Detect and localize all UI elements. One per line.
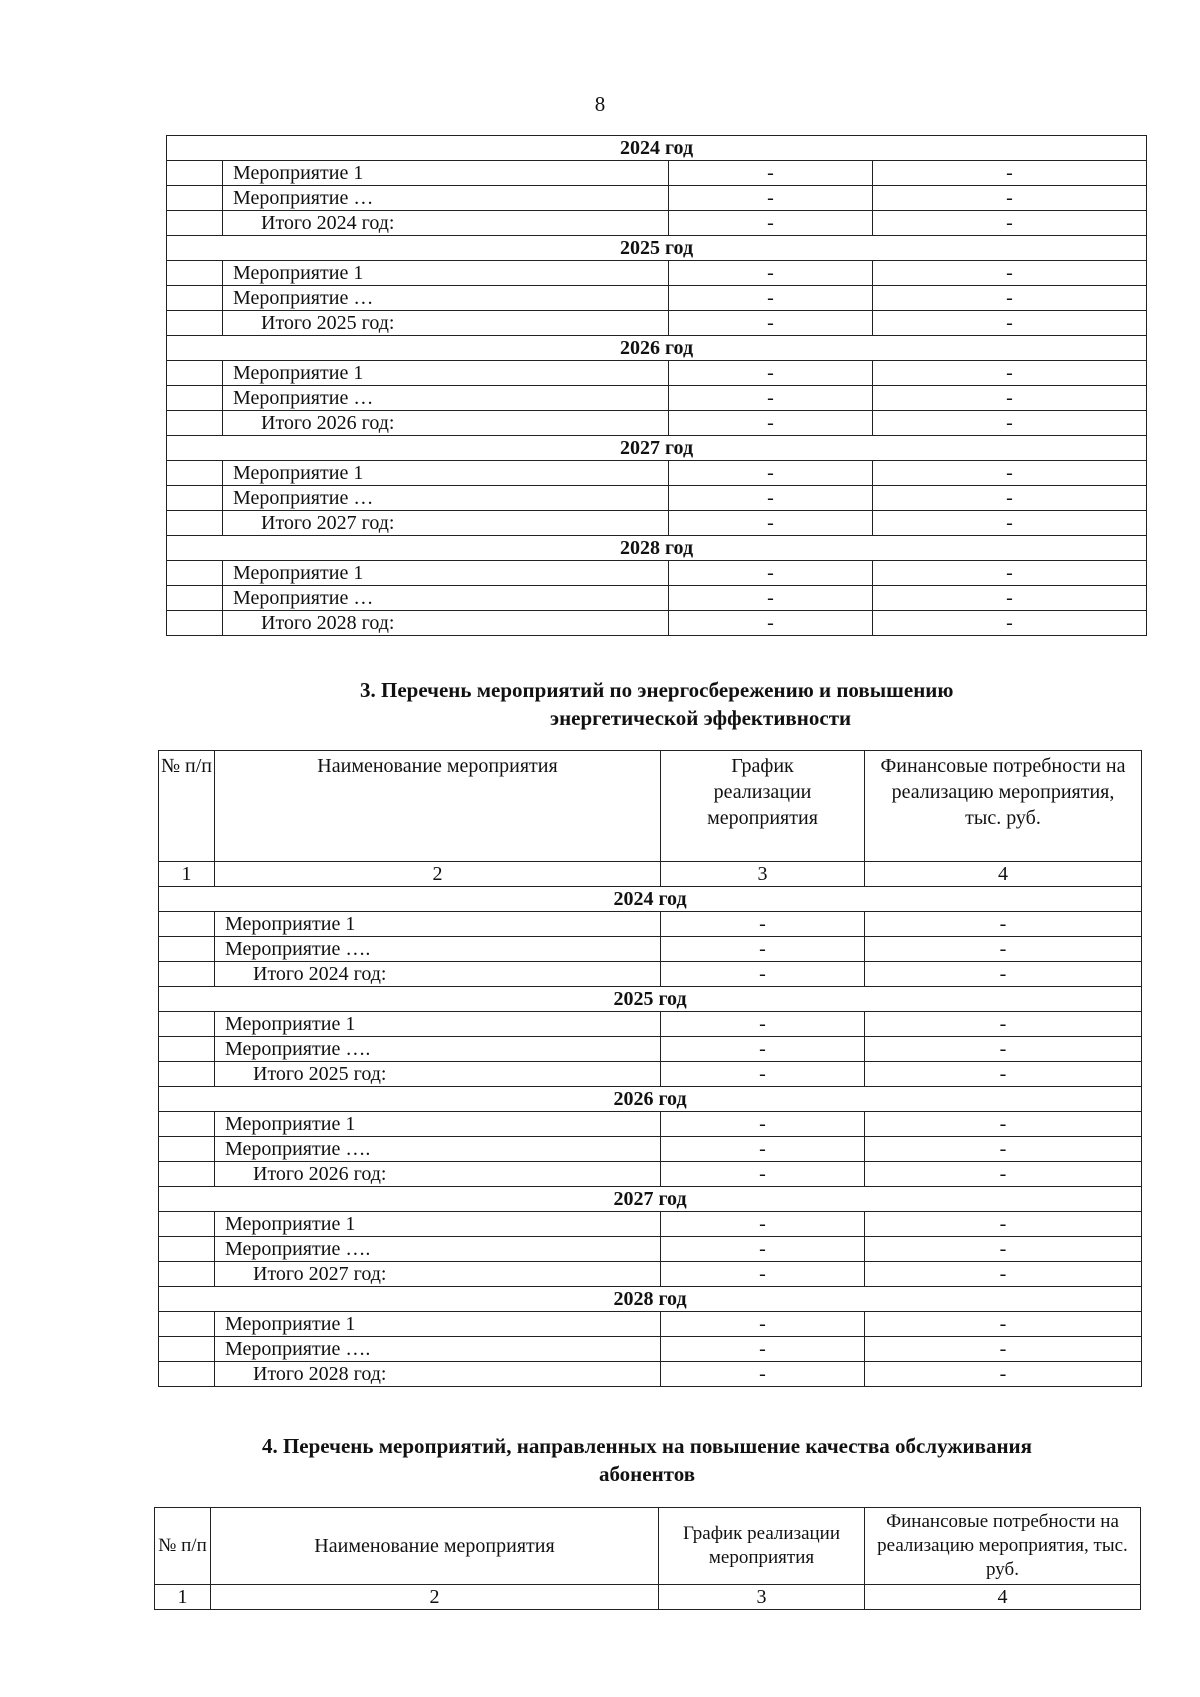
numbering-cell: 1 <box>159 862 215 887</box>
schedule-cell: - <box>669 186 873 211</box>
schedule-cell: - <box>669 511 873 536</box>
schedule-cell: - <box>669 211 873 236</box>
measure-name: Мероприятие 1 <box>215 1212 661 1237</box>
year-row <box>167 536 1147 561</box>
year-row <box>167 236 1147 261</box>
measure-name: Мероприятие 1 <box>223 161 669 186</box>
number-cell <box>159 962 215 987</box>
section-3-title-line-1: 3. Перечень мероприятий по энергосбережению и повышению <box>360 678 954 702</box>
financial-cell: - <box>865 1237 1142 1262</box>
total-label: Итого 2028 год: <box>223 611 669 636</box>
measure-name: Мероприятие … <box>223 486 669 511</box>
measure-name: Мероприятие … <box>223 586 669 611</box>
schedule-cell: - <box>661 962 865 987</box>
numbering-cell: 4 <box>865 1585 1141 1610</box>
financial-cell: - <box>873 411 1147 436</box>
measure-name: Мероприятие 1 <box>215 1112 661 1137</box>
year-row <box>167 336 1147 361</box>
total-row <box>159 1362 1142 1387</box>
schedule-cell: - <box>661 1237 865 1262</box>
number-cell <box>159 1137 215 1162</box>
financial-cell: - <box>873 586 1147 611</box>
total-row <box>167 511 1147 536</box>
total-row <box>159 1262 1142 1287</box>
number-cell <box>159 1037 215 1062</box>
page-number: 8 <box>594 92 606 116</box>
measure-name: Мероприятие …. <box>215 1037 661 1062</box>
measure-name: Мероприятие 1 <box>223 261 669 286</box>
year-row <box>167 436 1147 461</box>
number-cell <box>159 1212 215 1237</box>
financial-cell: - <box>873 386 1147 411</box>
measure-name: Мероприятие …. <box>215 1237 661 1262</box>
number-cell <box>159 1262 215 1287</box>
financial-cell: - <box>865 1162 1142 1187</box>
schedule-cell: - <box>661 1162 865 1187</box>
financial-cell: - <box>873 161 1147 186</box>
financial-cell: - <box>865 1262 1142 1287</box>
total-label: Итого 2027 год: <box>223 511 669 536</box>
total-label: Итого 2026 год: <box>223 411 669 436</box>
measure-row <box>167 161 1147 186</box>
schedule-cell: - <box>661 1337 865 1362</box>
financial-cell: - <box>865 1137 1142 1162</box>
measures-table-continued <box>166 135 1147 636</box>
measure-row <box>159 1337 1142 1362</box>
financial-cell: - <box>873 611 1147 636</box>
schedule-cell: - <box>669 361 873 386</box>
total-row <box>159 962 1142 987</box>
header-measure-name: Наименование мероприятия <box>215 751 661 862</box>
section-3-title-line-2: энергетической эффективности <box>550 706 852 730</box>
financial-cell: - <box>865 1037 1142 1062</box>
header-number: № п/п <box>159 751 215 862</box>
schedule-cell: - <box>661 1312 865 1337</box>
schedule-cell: - <box>661 1137 865 1162</box>
year-row <box>159 1187 1142 1212</box>
year-row <box>159 1287 1142 1312</box>
header-financial-needs: Финансовые потребности на реализацию мероприятия, тыс. руб. <box>865 1508 1141 1585</box>
number-cell <box>167 586 223 611</box>
schedule-cell: - <box>661 1212 865 1237</box>
financial-cell: - <box>873 486 1147 511</box>
table-numbering-row <box>159 862 1142 887</box>
number-cell <box>159 1312 215 1337</box>
number-cell <box>167 411 223 436</box>
schedule-cell: - <box>661 937 865 962</box>
year-row <box>159 887 1142 912</box>
number-cell <box>159 1237 215 1262</box>
schedule-cell: - <box>661 1062 865 1087</box>
financial-cell: - <box>873 361 1147 386</box>
table-header-row <box>159 751 1142 862</box>
measure-name: Мероприятие 1 <box>215 1012 661 1037</box>
table-header-row <box>155 1508 1141 1585</box>
year-heading: 2028 год <box>167 536 1147 561</box>
number-cell <box>167 511 223 536</box>
number-cell <box>167 486 223 511</box>
financial-cell: - <box>865 1112 1142 1137</box>
measure-row <box>159 1112 1142 1137</box>
total-row <box>167 411 1147 436</box>
numbering-cell: 2 <box>211 1585 659 1610</box>
financial-cell: - <box>865 1362 1142 1387</box>
number-cell <box>159 937 215 962</box>
total-row <box>167 211 1147 236</box>
measure-row <box>159 937 1142 962</box>
measure-name: Мероприятие 1 <box>215 1312 661 1337</box>
year-row <box>167 136 1147 161</box>
year-heading: 2026 год <box>167 336 1147 361</box>
total-row <box>159 1062 1142 1087</box>
section-3-title <box>300 676 1140 732</box>
financial-cell: - <box>873 286 1147 311</box>
numbering-cell: 2 <box>215 862 661 887</box>
number-cell <box>159 1337 215 1362</box>
table-numbering-row <box>155 1585 1141 1610</box>
numbering-cell: 3 <box>661 862 865 887</box>
measure-name: Мероприятие 1 <box>215 912 661 937</box>
number-cell <box>159 1012 215 1037</box>
year-heading: 2028 год <box>159 1287 1142 1312</box>
measure-row <box>159 1212 1142 1237</box>
year-heading: 2024 год <box>159 887 1142 912</box>
total-label: Итого 2024 год: <box>215 962 661 987</box>
header-schedule: График реализации мероприятия <box>659 1508 865 1585</box>
number-cell <box>167 161 223 186</box>
number-cell <box>167 261 223 286</box>
schedule-cell: - <box>669 461 873 486</box>
measure-row <box>167 386 1147 411</box>
measure-row <box>167 261 1147 286</box>
year-heading: 2025 год <box>159 987 1142 1012</box>
number-cell <box>159 1112 215 1137</box>
section-4-title-line-1: 4. Перечень мероприятий, направленных на повышение качества обслуживания <box>261 1434 1033 1458</box>
total-label: Итого 2025 год: <box>215 1062 661 1087</box>
year-heading: 2025 год <box>167 236 1147 261</box>
number-cell <box>159 1362 215 1387</box>
measure-name: Мероприятие … <box>223 186 669 211</box>
schedule-cell: - <box>661 1012 865 1037</box>
measure-row <box>159 1312 1142 1337</box>
year-heading: 2026 год <box>159 1087 1142 1112</box>
financial-cell: - <box>873 186 1147 211</box>
numbering-cell: 4 <box>865 862 1142 887</box>
measure-name: Мероприятие … <box>223 286 669 311</box>
number-cell <box>167 611 223 636</box>
header-schedule: График реализации мероприятия <box>661 751 865 862</box>
number-cell <box>167 386 223 411</box>
financial-cell: - <box>865 937 1142 962</box>
section-4-title <box>154 1432 1140 1488</box>
numbering-cell: 1 <box>155 1585 211 1610</box>
financial-cell: - <box>865 1062 1142 1087</box>
schedule-cell: - <box>661 1037 865 1062</box>
total-label: Итого 2028 год: <box>215 1362 661 1387</box>
header-financial-needs: Финансовые потребности на реализацию мероприятия, тыс. руб. <box>865 751 1142 862</box>
year-heading: 2027 год <box>167 436 1147 461</box>
measure-name: Мероприятие …. <box>215 1137 661 1162</box>
measure-name: Мероприятие … <box>223 386 669 411</box>
measure-row <box>167 561 1147 586</box>
schedule-cell: - <box>661 1262 865 1287</box>
schedule-cell: - <box>669 261 873 286</box>
header-number: № п/п <box>155 1508 211 1585</box>
schedule-cell: - <box>661 912 865 937</box>
year-row <box>159 987 1142 1012</box>
measure-row <box>159 912 1142 937</box>
measure-row <box>159 1037 1142 1062</box>
schedule-cell: - <box>669 486 873 511</box>
year-heading: 2027 год <box>159 1187 1142 1212</box>
total-row <box>167 311 1147 336</box>
financial-cell: - <box>865 1337 1142 1362</box>
financial-cell: - <box>865 962 1142 987</box>
schedule-cell: - <box>661 1112 865 1137</box>
total-label: Итого 2026 год: <box>215 1162 661 1187</box>
schedule-cell: - <box>669 386 873 411</box>
number-cell <box>167 311 223 336</box>
financial-cell: - <box>873 461 1147 486</box>
total-label: Итого 2027 год: <box>215 1262 661 1287</box>
measure-name: Мероприятие …. <box>215 937 661 962</box>
financial-cell: - <box>865 1212 1142 1237</box>
year-heading: 2024 год <box>167 136 1147 161</box>
measure-name: Мероприятие 1 <box>223 561 669 586</box>
measure-row <box>159 1012 1142 1037</box>
measure-row <box>167 486 1147 511</box>
financial-cell: - <box>865 912 1142 937</box>
financial-cell: - <box>873 561 1147 586</box>
service-quality-measures-table <box>154 1507 1141 1610</box>
measure-row <box>167 186 1147 211</box>
measure-row <box>167 461 1147 486</box>
schedule-cell: - <box>669 286 873 311</box>
schedule-cell: - <box>669 161 873 186</box>
number-cell <box>159 912 215 937</box>
energy-saving-measures-table <box>158 750 1142 1387</box>
header-measure-name: Наименование мероприятия <box>211 1508 659 1585</box>
number-cell <box>159 1162 215 1187</box>
measure-row <box>167 286 1147 311</box>
measure-name: Мероприятие 1 <box>223 361 669 386</box>
number-cell <box>167 186 223 211</box>
measure-name: Мероприятие 1 <box>223 461 669 486</box>
measure-name: Мероприятие …. <box>215 1337 661 1362</box>
schedule-cell: - <box>669 411 873 436</box>
financial-cell: - <box>873 211 1147 236</box>
total-label: Итого 2024 год: <box>223 211 669 236</box>
measure-row <box>159 1237 1142 1262</box>
measure-row <box>167 586 1147 611</box>
measure-row <box>159 1137 1142 1162</box>
number-cell <box>159 1062 215 1087</box>
schedule-cell: - <box>669 311 873 336</box>
schedule-cell: - <box>669 611 873 636</box>
schedule-cell: - <box>669 586 873 611</box>
schedule-cell: - <box>661 1362 865 1387</box>
number-cell <box>167 361 223 386</box>
number-cell <box>167 211 223 236</box>
financial-cell: - <box>873 511 1147 536</box>
total-row <box>159 1162 1142 1187</box>
section-4-title-line-2: абонентов <box>598 1462 696 1486</box>
schedule-cell: - <box>669 561 873 586</box>
year-row <box>159 1087 1142 1112</box>
total-row <box>167 611 1147 636</box>
total-label: Итого 2025 год: <box>223 311 669 336</box>
number-cell <box>167 286 223 311</box>
financial-cell: - <box>873 311 1147 336</box>
financial-cell: - <box>865 1012 1142 1037</box>
number-cell <box>167 561 223 586</box>
measure-row <box>167 361 1147 386</box>
financial-cell: - <box>865 1312 1142 1337</box>
financial-cell: - <box>873 261 1147 286</box>
numbering-cell: 3 <box>659 1585 865 1610</box>
number-cell <box>167 461 223 486</box>
